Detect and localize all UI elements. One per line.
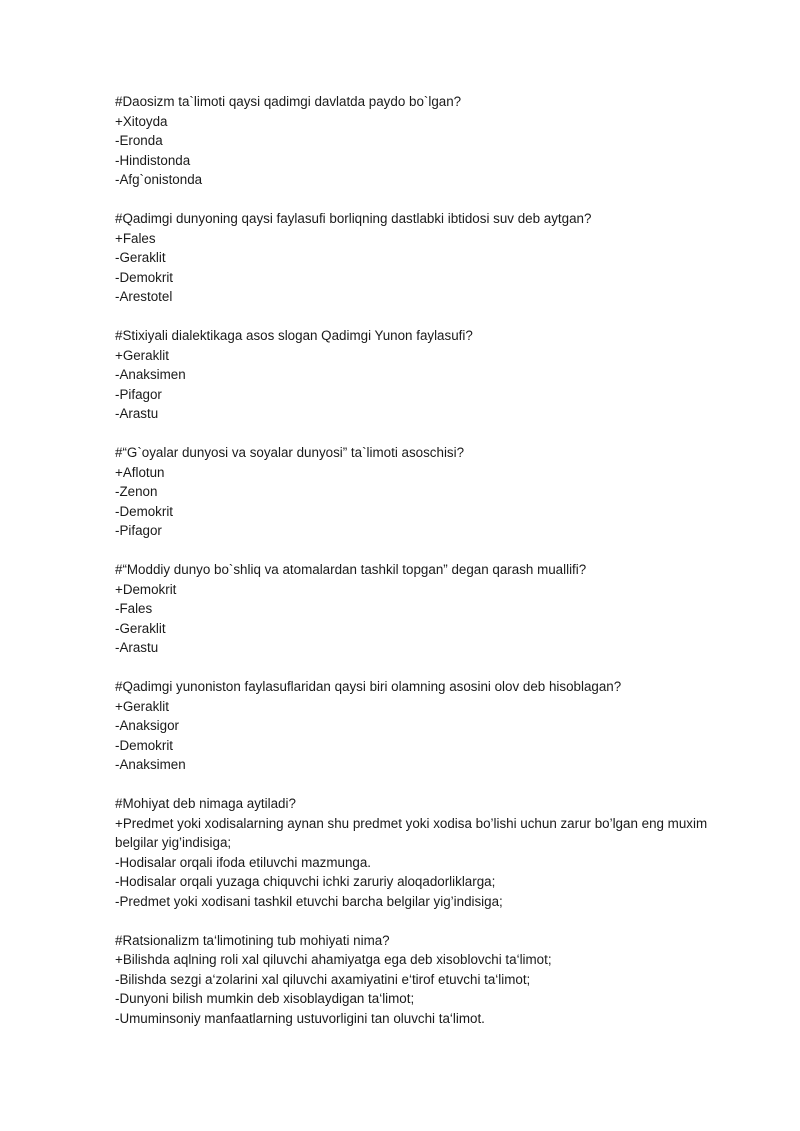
- answer-option: -Pifagor: [115, 523, 162, 538]
- answer-option: -Arestotel: [115, 289, 173, 304]
- answer-option: -Zenon: [115, 484, 158, 499]
- answer-option: -Bilishda sezgi a‘zolarini xal qiluvchi axamiyatini e‘tirof etuvchi ta‘limot;: [115, 971, 531, 987]
- question-block-5: [115, 560, 725, 658]
- answer-option: +Bilishda aqlning roli xal qiluvchi ahamiyatga ega deb xisoblovchi ta‘limot;: [115, 952, 552, 967]
- answer-option: +Predmet yoki xodisalarning aynan shu predmet yoki xodisa bo’lishi uchun zarur bo’lgan eng muxim belgilar yig’indisiga;: [115, 815, 708, 850]
- question-text: #Mohiyat deb nimaga aytiladi?: [115, 796, 296, 811]
- answer-option: -Demokrit: [115, 737, 174, 753]
- question-text: #Ratsionalizm ta‘limotining tub mohiyati nima?: [115, 932, 390, 948]
- answer-option: -Anaksimen: [115, 367, 186, 382]
- question-text: #Qadimgi yunoniston faylasuflaridan qaysi biri olamning asosini olov deb hisoblagan?: [115, 679, 622, 694]
- answer-option: -Geraklit: [115, 620, 166, 636]
- document-page: [115, 92, 725, 1048]
- answer-option: -Hindistonda: [115, 152, 191, 168]
- answer-option: +Geraklit: [115, 347, 169, 363]
- answer-option: -Demokrit: [115, 503, 174, 519]
- answer-option: -Hodisalar orqali ifoda etiluvchi mazmunga.: [115, 854, 372, 870]
- answer-option: -Eronda: [115, 133, 163, 148]
- question-text: #“G`oyalar dunyosi va soyalar dunyosi” ta`limoti asoschisi?: [115, 445, 465, 460]
- question-text: #“Moddiy dunyo bo`shliq va atomalardan tashkil topgan” degan qarash muallifi?: [115, 562, 587, 577]
- answer-option: -Arastu: [115, 640, 159, 655]
- answer-option: -Anaksigor: [115, 718, 180, 733]
- question-block-6: [115, 677, 725, 775]
- question-block-8: [115, 931, 725, 1029]
- question-text: #Stixiyali dialektikaga asos slogan Qadimgi Yunon faylasufi?: [115, 328, 473, 343]
- answer-option: -Geraklit: [115, 250, 166, 265]
- answer-option: +Geraklit: [115, 698, 169, 714]
- question-block-3: [115, 326, 725, 424]
- question-block-1: [115, 92, 725, 190]
- answer-option: +Aflotun: [115, 464, 165, 480]
- answer-option: -Arastu: [115, 406, 159, 421]
- answer-option: -Anaksimen: [115, 757, 186, 772]
- answer-option: -Fales: [115, 601, 153, 616]
- question-block-2: [115, 209, 725, 307]
- answer-option: +Xitoyda: [115, 113, 168, 129]
- answer-option: -Predmet yoki xodisani tashkil etuvchi barcha belgilar yig’indisiga;: [115, 893, 503, 909]
- question-block-4: [115, 443, 725, 541]
- question-text: #Daosizm ta`limoti qaysi qadimgi davlatda paydo bo`lgan?: [115, 94, 462, 109]
- question-block-7: [115, 794, 725, 911]
- answer-option: -Umuminsoniy manfaatlarning ustuvorligini tan oluvchi ta‘limot.: [115, 1010, 485, 1026]
- answer-option: +Fales: [115, 230, 156, 246]
- question-text: #Qadimgi dunyoning qaysi faylasufi borliqning dastlabki ibtidosi suv deb aytgan?: [115, 211, 592, 226]
- answer-option: -Hodisalar orqali yuzaga chiquvchi ichki zaruriy aloqadorliklarga;: [115, 874, 496, 889]
- answer-option: -Pifagor: [115, 386, 162, 402]
- answer-option: -Demokrit: [115, 269, 174, 285]
- answer-option: -Dunyoni bilish mumkin deb xisoblaydigan ta‘limot;: [115, 991, 415, 1006]
- answer-option: +Demokrit: [115, 581, 177, 597]
- answer-option: -Afg`onistonda: [115, 172, 203, 187]
